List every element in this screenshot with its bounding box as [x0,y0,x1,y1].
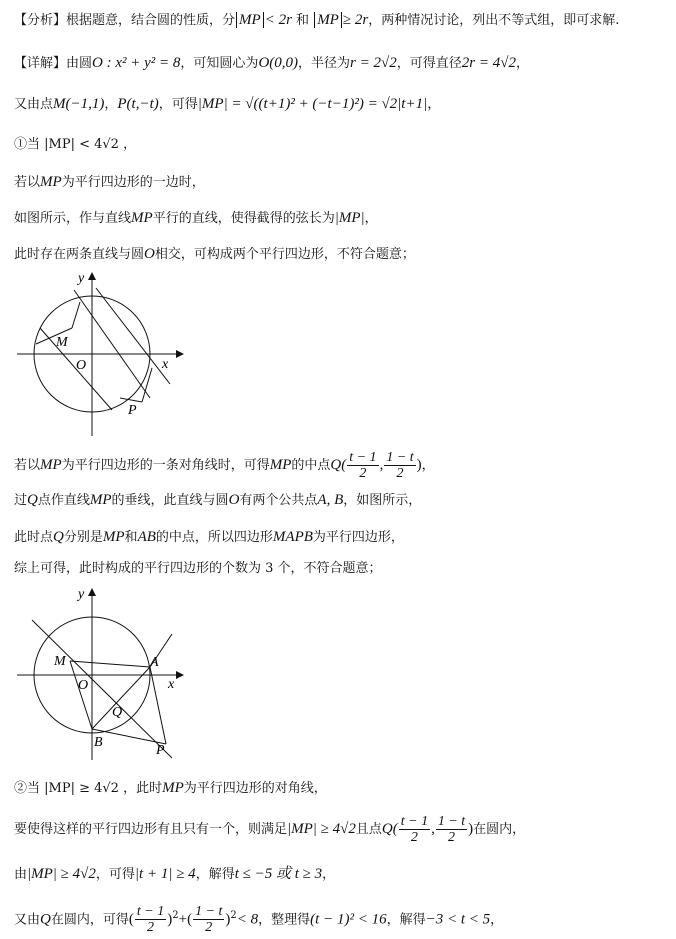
detail-line: 【详解】由圆O : x² + y² = 8，可知圆心为O(0,0)，半径为r = 2√2，可得直径2r = 4√2， [14,55,529,71]
fig1-p-label: P [128,403,137,418]
fig2-b-label: B [94,735,103,750]
fig2-x-label: x [168,677,175,692]
fig2-p-label: P [156,743,165,758]
analysis-line: 【分析】根据题意，结合圆的性质，分 MP < 2r 和 MP ≥ 2r，两种情况讨论，列出不等式组，即可求解. [14,12,620,28]
summary-count-text: 综上可得，此时构成的平行四边形的个数为 3 个，不符合题意； [14,561,382,576]
fraction-1-minus-t: $\frac{1 - t}{2}$ [386,450,414,481]
figure-2-diagonal [12,584,192,764]
fig2-q-label: Q [112,705,123,720]
case-1-heading: ①当 |MP| < 4√2 ， [14,137,137,152]
fig2-y-label: y [78,587,85,602]
figure-1-parallel-sides [12,268,192,440]
analysis-tag: 【分析】 [14,13,67,28]
midpoint-text: 此时点Q分别是MP和AB的中点，所以四边形MAPB为平行四边形， [14,529,404,545]
diagonal-case-line: 若以MP为平行四边形的一条对角线时，可得MP的中点Q( $\frac{t - 1}{2}$ , $\frac{1 - t}{2}$ )， [14,450,435,481]
diameter-value: 2r = 4√2 [461,55,516,71]
circle-equation: O : x² + y² = 8 [92,55,181,71]
abs-mp-2: MP [314,12,342,28]
points-line: 又由点M(−1,1)，P(t,−t)，可得|MP| = √((t+1)² + (−t−1)²) = √2|t+1|， [14,96,441,112]
side-case-line: 若以MP为平行四边形的一边时， [14,174,205,190]
radius-value: r = 2√2 [350,55,397,71]
detail-tag: 【详解】 [14,56,67,71]
parallel-line-text: 如图所示，作与直线MP平行的直线，使得截得的弦长为|MP|， [14,210,378,226]
case-2-heading: ②当 |MP| ≥ 4√2 ，此时MP为平行四边形的对角线， [14,780,327,796]
fig1-origin-label: O [76,358,87,373]
fig2-a-label: A [150,655,159,670]
fig1-m-label: M [56,335,68,350]
unique-condition-line: 要使得这样的平行四边形有且只有一个，则满足|MP| ≥ 4√2且点Q( $\frac{t - 1}{2}$ , $\frac{1 - t}{2}$ )在圆内， [14,814,526,845]
mp-distance-formula: |MP| = √((t+1)² + (−t−1)²) = √2|t+1| [197,96,428,112]
point-p: P(t,−t) [117,96,159,112]
two-lines-text: 此时存在两条直线与圆O相交，可构成两个平行四边形，不符合题意； [14,246,415,262]
fraction-t-minus-1: $\frac{t - 1}{2}$ [349,450,377,481]
fig2-m-label: M [54,654,66,669]
in-circle-line: 又由Q在圆内，可得( $\frac{t - 1}{2}$ )$^2$+( $\frac{1 - t}{2}$ )$^2$< 8，整理得(t − 1)² < 16，解得−3 < t < 5， [14,904,504,936]
solve-t-line: 由|MP| ≥ 4√2，可得|t + 1| ≥ 4，解得t ≤ −5 或 t ≥ 3， [14,866,336,882]
fig1-x-label: x [162,357,169,372]
abs-mp: MP [236,12,264,28]
center-point: O(0,0) [258,55,299,71]
fig2-origin-label: O [78,678,89,693]
fig1-y-label: y [78,271,85,286]
point-m: M(−1,1) [53,96,105,112]
perpendicular-text: 过Q点作直线MP的垂线，此直线与圆O有两个公共点A, B，如图所示， [14,492,422,508]
